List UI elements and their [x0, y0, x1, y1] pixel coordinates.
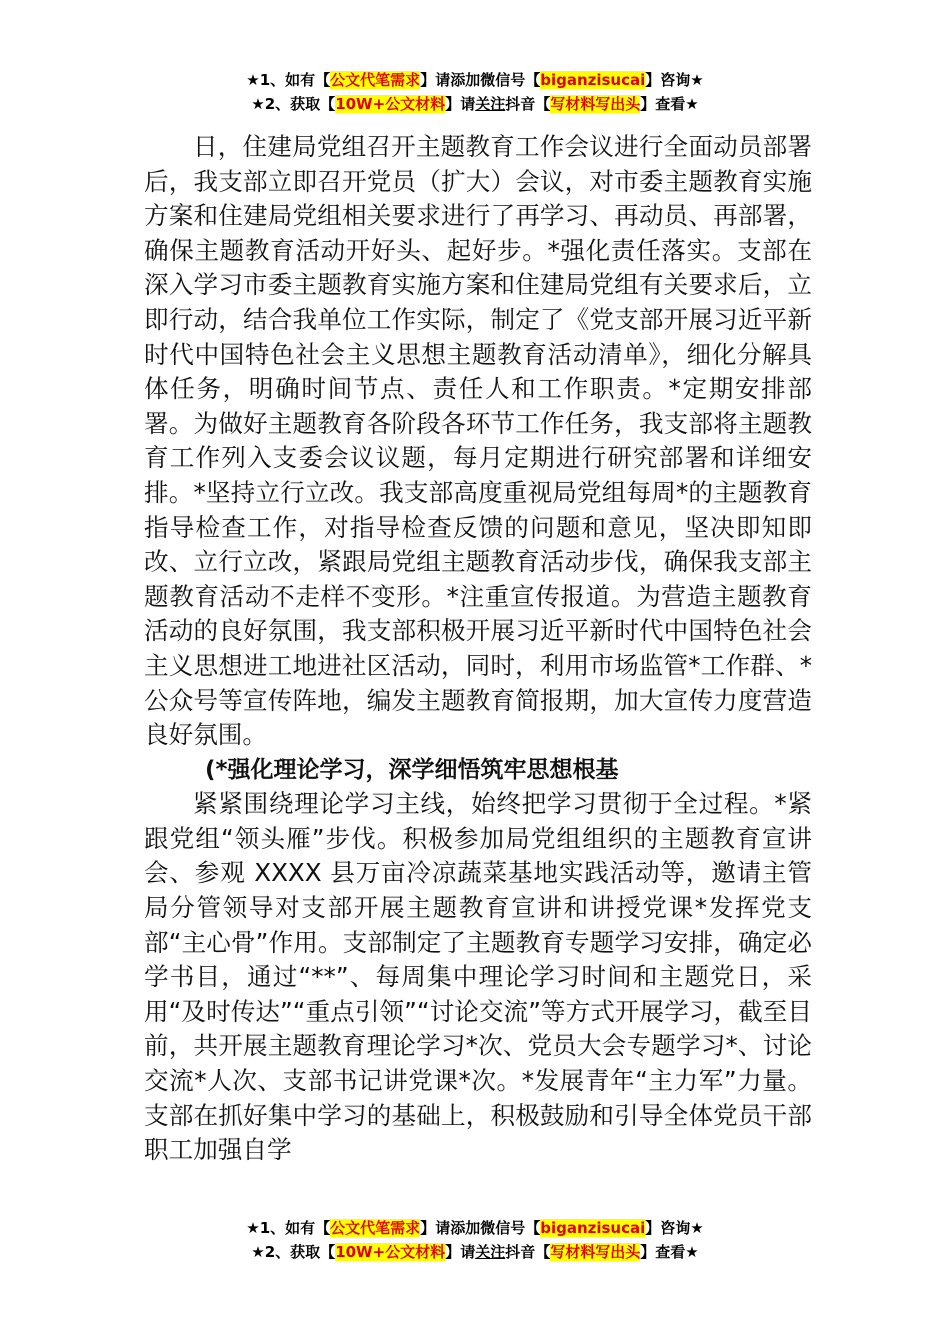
banner-text: ★1、如有【 — [246, 1219, 331, 1237]
highlight-account: 写材料写出头 — [550, 1243, 641, 1261]
banner-text: 】查看★ — [640, 1243, 699, 1261]
document-body — [144, 130, 812, 1168]
paragraph-1: 日，住建局党组召开主题教育工作会议进行全面动员部署后，我支部立即召开党员（扩大）会议，对市委主题教育实施方案和住建局党组相关要求进行了再学习、再动员、再部署，确保主题教育活动开好头、起好步。*强化责任落实。支部在深入学习市委主题教育实施方案和住建局党组有关要求后，立即行动，结合我单位工作实际，制定了《党支部开展习近平新时代中国特色社会主义思想主题教育活动清单》，细化分解具体任务，明确时间节点、责任人和工作职责。*定期安排部署。为做好主题教育各阶段各环节工作任务，我支部将主题教育工作列入支委会议议题，每月定期进行研究部署和详细安排。*坚持立行立改。我支部高度重视局党组每周*的主题教育指导检查工作，对指导检查反馈的问题和意见，坚决即知即改、立行立改，紧跟局党组主题教育活动步伐，确保我支部主题教育活动不走样不变形。*注重宣传报道。为营造主题教育活动的良好氛围，我支部积极开展习近平新时代中国特色社会主义思想进工地进社区活动，同时，利用市场监管*工作群、*公众号等宣传阵地，编发主题教育简报期，加大宣传力度营造良好氛围。 — [144, 132, 812, 750]
banner-text: 】咨询★ — [645, 1219, 704, 1237]
highlight-wechat-id: biganzisucai — [540, 71, 646, 89]
banner-text: ★2、获取【 — [251, 95, 336, 113]
banner-text: 抖音【 — [505, 1243, 551, 1261]
banner-underlined-text: 关注 — [475, 95, 506, 113]
highlight-wechat-id: biganzisucai — [540, 1219, 646, 1237]
banner-text: 】查看★ — [640, 95, 699, 113]
paragraph-2: 紧紧围绕理论学习主线，始终把学习贯彻于全过程。*紧跟党组“领头雁”步伐。积极参加局党组组织的主题教育宣讲会、参观 XXXX 县万亩冷凉蔬菜基地实践活动等，邀请主管局分管领导对支部开展主题教育宣讲和讲授党课*发挥党支部“主心骨”作用。支部制定了主题教育专题学习安排，确定必学书目，通过“**”、每周集中理论学习时间和主题党日，采用“及时传达”“重点引领”“讨论交流”等方式开展学习，截至目前，共开展主题教育理论学习*次、党员大会专题学习*、讨论交流*人次、支部书记讲党课*次。*发展青年“主力军”力量。支部在抓好集中学习的基础上，积极鼓励和引导全体党员干部职工加强自学 — [144, 789, 812, 1165]
highlight-materials: 10W+公文材料 — [335, 95, 446, 113]
highlight-service: 公文代笔需求 — [330, 1219, 421, 1237]
banner-line-2 — [0, 92, 950, 116]
banner-text: 】请添加微信号【 — [420, 1219, 541, 1237]
highlight-service: 公文代笔需求 — [330, 71, 421, 89]
banner-underlined-text: 关注 — [475, 1243, 506, 1261]
banner-text: 】请 — [445, 1243, 476, 1261]
banner-line-1 — [0, 1216, 950, 1240]
banner-text: 】请 — [445, 95, 476, 113]
bottom-banner — [0, 1216, 950, 1264]
top-banner — [0, 68, 950, 116]
section-heading: (*强化理论学习，深学细悟筑牢思想根基 — [205, 756, 619, 783]
highlight-materials: 10W+公文材料 — [335, 1243, 446, 1261]
banner-text: 】咨询★ — [645, 71, 704, 89]
highlight-account: 写材料写出头 — [550, 95, 641, 113]
banner-line-1 — [0, 68, 950, 92]
banner-text: 抖音【 — [505, 95, 551, 113]
banner-line-2 — [0, 1240, 950, 1264]
banner-text: 】请添加微信号【 — [420, 71, 541, 89]
banner-text: ★1、如有【 — [246, 71, 331, 89]
banner-text: ★2、获取【 — [251, 1243, 336, 1261]
